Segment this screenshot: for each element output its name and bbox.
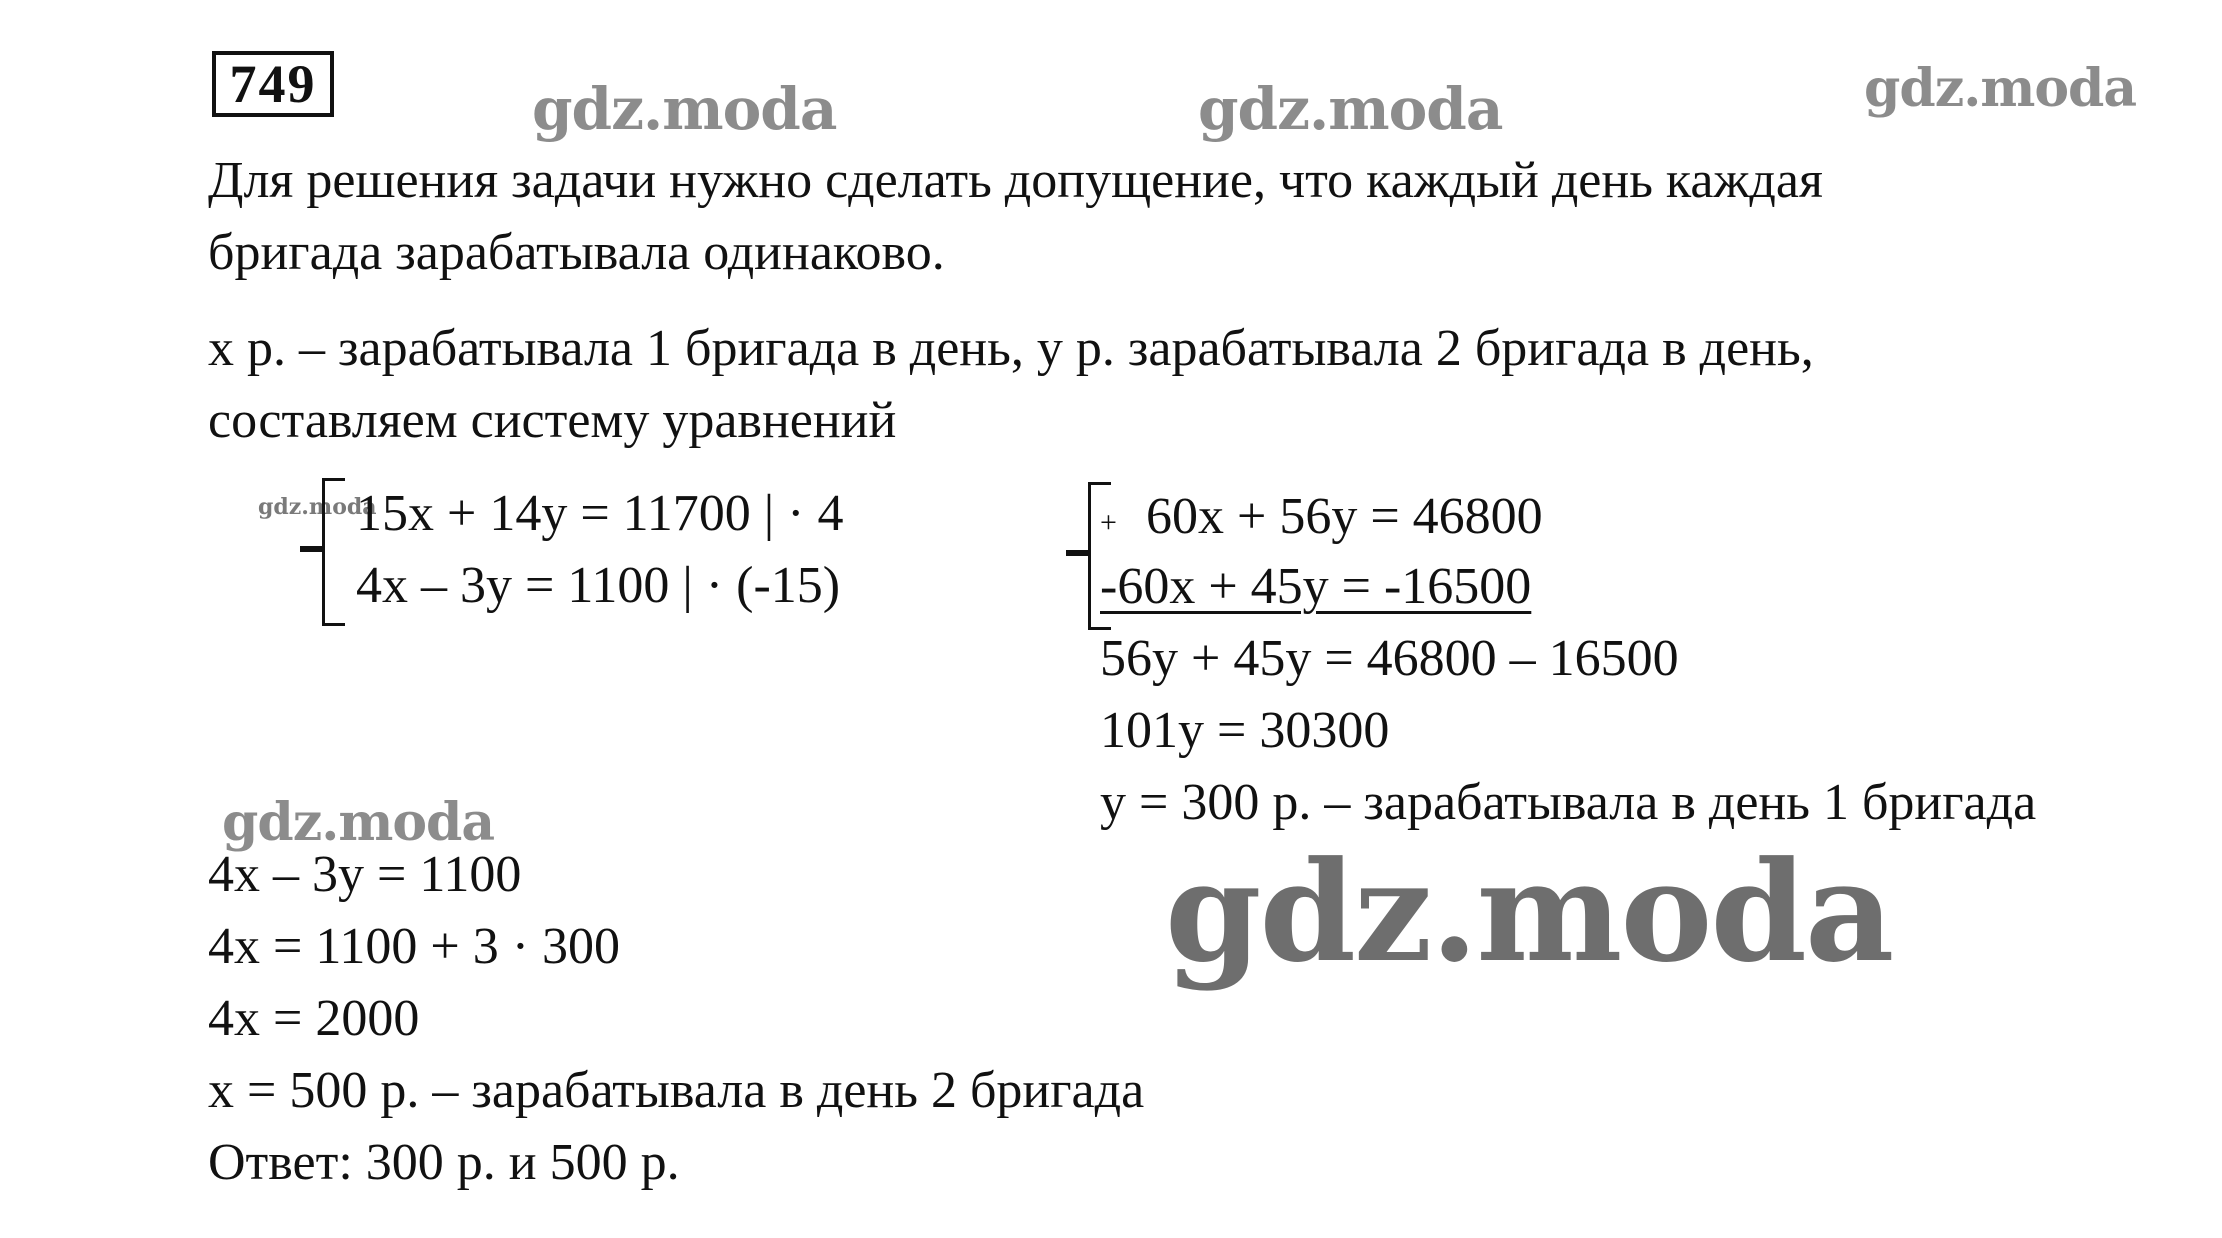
addition-step-1: 56y + 45y = 46800 – 16500	[1100, 630, 1679, 687]
intro-line-2: бригада зарабатывала одинаково.	[208, 224, 945, 281]
watermark: gdz.moda	[1165, 830, 1893, 993]
solve-x-step-2: 4x = 1100 + 3 · 300	[208, 918, 621, 975]
addition-brace-tip	[1066, 550, 1088, 556]
addition-step-2: 101y = 30300	[1100, 702, 1390, 759]
system-brace-tip	[300, 546, 322, 552]
addition-equation-2: -60x + 45y = -16500	[1100, 558, 1532, 615]
answer: Ответ: 300 р. и 500 р.	[208, 1134, 680, 1191]
plus-sign: +	[1100, 506, 1117, 539]
watermark: gdz.moda	[1198, 75, 1503, 143]
watermark: gdz.moda	[532, 75, 837, 143]
setup-line-2: составляем систему уравнений	[208, 392, 897, 449]
system-equation-1: 15x + 14y = 11700 | · 4	[356, 485, 844, 542]
intro-line-1: Для решения задачи нужно сделать допущение, что каждый день каждая	[208, 152, 1823, 209]
solve-x-step-1: 4x – 3y = 1100	[208, 846, 522, 903]
watermark: gdz.moda	[1864, 58, 2137, 119]
watermark: gdz.moda	[222, 792, 495, 853]
task-number: 749	[212, 51, 334, 117]
solve-x-step-3: 4x = 2000	[208, 990, 420, 1047]
system-equation-2: 4x – 3y = 1100 | · (-15)	[356, 557, 841, 614]
watermark: gdz.moda	[258, 494, 377, 520]
solve-x-step-4: x = 500 р. – зарабатывала в день 2 бригада	[208, 1062, 1145, 1119]
addition-step-3: y = 300 р. – зарабатывала в день 1 бригада	[1100, 774, 2037, 831]
addition-equation-1: 60x + 56y = 46800	[1146, 488, 1543, 545]
system-brace	[322, 478, 345, 626]
setup-line-1: x р. – зарабатывала 1 бригада в день, y р. зарабатывала 2 бригада в день,	[208, 320, 1814, 377]
